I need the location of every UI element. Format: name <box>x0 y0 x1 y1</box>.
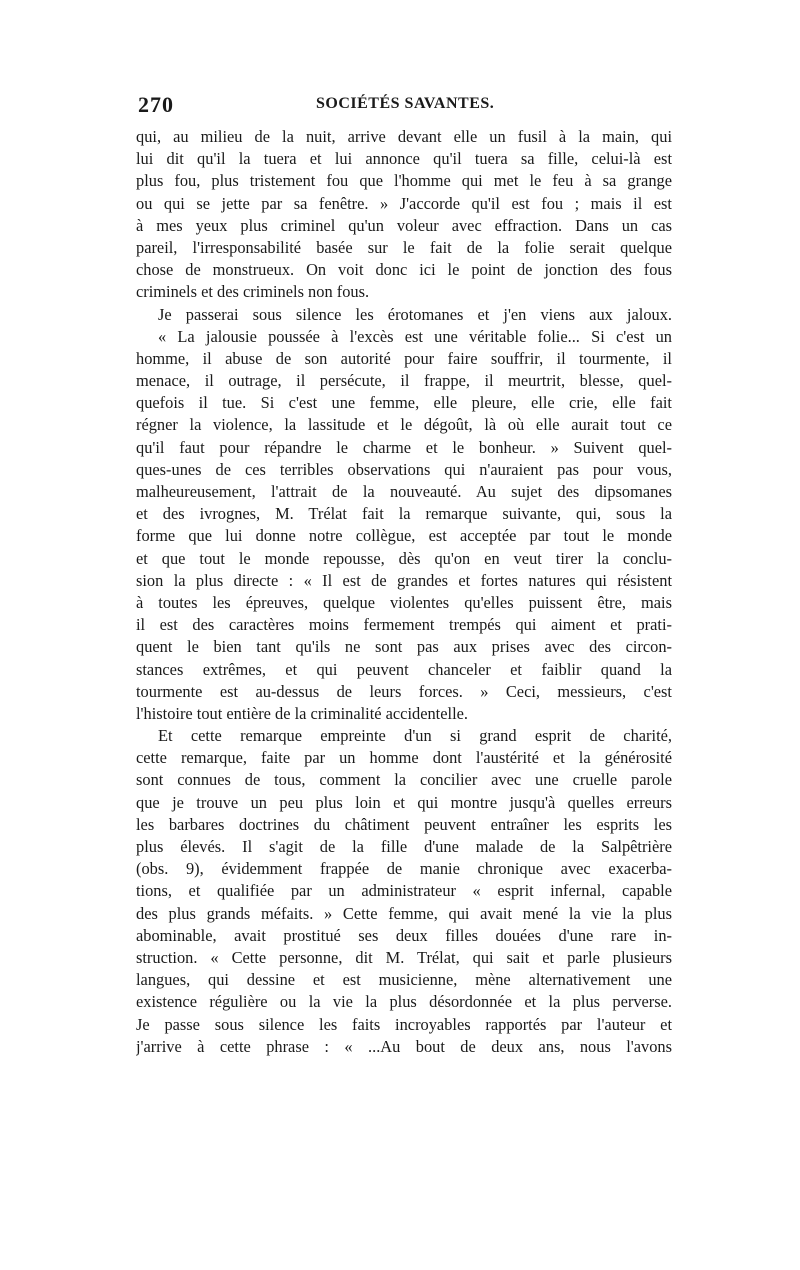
text-line: cette remarque, faite par un homme dont l'austérité et la générosité <box>136 748 672 768</box>
text-line: régner la violence, la lassitude et le dégoût, là où elle aurait tout ce <box>136 415 672 435</box>
text-line: chose de monstrueux. On voit donc ici le point de jonction des fous <box>136 260 672 280</box>
text-line: ques-unes de ces terribles observations qui n'auraient pas pour vous, <box>136 459 672 479</box>
body-text <box>136 126 672 1058</box>
text-line: plus élevés. Il s'agit de la fille d'une malade de la Salpêtrière <box>136 837 672 856</box>
text-line: malheureusement, l'attrait de la nouveauté. Au sujet des dipsomanes <box>136 482 672 501</box>
text-line: existence régulière ou la vie la plus désordonnée et la plus perverse. <box>136 992 672 1012</box>
text-line: que je trouve un peu plus loin et qui montre jusqu'à quelles erreurs <box>136 792 672 812</box>
text-line: langues, qui dessine et est musicienne, mène alternativement une <box>136 970 672 990</box>
text-line: forme que lui donne notre collègue, est acceptée par tout le monde <box>136 526 672 546</box>
text-line: lui dit qu'il la tuera et lui annonce qu'il tuera sa fille, celui-là est <box>136 149 672 169</box>
text-line: il est des caractères moins fermement trempés qui aiment et prati- <box>136 615 672 635</box>
text-line: des plus grands méfaits. » Cette femme, qui avait mené la vie la plus <box>136 903 672 923</box>
text-line: l'histoire tout entière de la criminalité accidentelle. <box>136 703 468 723</box>
text-line: j'arrive à cette phrase : « ...Au bout de deux ans, nous l'avons <box>136 1036 672 1056</box>
running-head: SOCIÉTÉS SAVANTES. <box>316 95 495 112</box>
text-line: plus fou, plus tristement fou que l'homme qui met le feu à sa grange <box>136 171 672 191</box>
text-line: Je passerai sous silence les érotomanes et j'en viens aux jaloux. <box>158 304 672 324</box>
page-number: 270 <box>138 92 174 117</box>
text-line: sont connues de tous, comment la concilier avec une cruelle parole <box>136 770 672 790</box>
text-line: « La jalousie poussée à l'excès est une véritable folie... Si c'est un <box>158 326 672 346</box>
text-line: tourmente est au-dessus de leurs forces. » Ceci, messieurs, c'est <box>136 681 672 701</box>
text-line: les barbares doctrines du châtiment peuvent entraîner les esprits les <box>136 814 672 834</box>
text-line: quent le bien tant qu'ils ne sont pas aux prises avec des circon- <box>136 637 672 657</box>
text-line: sion la plus directe : « Il est de grandes et fortes natures qui résistent <box>136 570 672 590</box>
text-line: tions, et qualifiée par un administrateur « esprit infernal, capable <box>136 881 672 901</box>
text-line: qui, au milieu de la nuit, arrive devant elle un fusil à la main, qui <box>136 127 672 146</box>
text-line: et que tout le monde repousse, dès qu'on en veut tirer la conclu- <box>136 548 672 568</box>
page-header <box>138 92 668 122</box>
text-line: stances extrêmes, et qui peuvent chanceler et faiblir quand la <box>136 659 672 679</box>
text-line: pareil, l'irresponsabilité basée sur le fait de la folie serait quelque <box>136 237 672 257</box>
text-line: struction. « Cette personne, dit M. Trélat, qui sait et parle plusieurs <box>136 947 672 967</box>
text-line: menace, il outrage, il persécute, il frappe, il meurtrit, blesse, quel- <box>136 371 672 391</box>
text-line: quefois il tue. Si c'est une femme, elle pleure, elle crie, elle fait <box>136 393 672 413</box>
text-line: criminels et des criminels non fous. <box>136 282 370 302</box>
text-line: (obs. 9), évidemment frappée de manie chronique avec exacerba- <box>136 859 672 879</box>
text-line: qu'il faut pour répandre le charme et le bonheur. » Suivent quel- <box>136 437 672 457</box>
text-line: à mes yeux plus criminel qu'un voleur avec effraction. Dans un cas <box>136 215 672 235</box>
text-line: à toutes les épreuves, quelque violentes qu'elles puissent être, mais <box>136 592 672 612</box>
text-line: et des ivrognes, M. Trélat fait la remarque suivante, qui, sous la <box>136 504 672 524</box>
text-line: Et cette remarque empreinte d'un si grand esprit de charité, <box>158 726 672 746</box>
text-line: homme, il abuse de son autorité pour faire souffrir, il tourmente, il <box>136 348 672 368</box>
text-line: abominable, avait prostitué ses deux filles douées d'une rare in- <box>136 925 672 945</box>
text-line: ou qui se jette par sa fenêtre. » J'accorde qu'il est fou ; mais il est <box>136 193 672 213</box>
text-line: Je passe sous silence les faits incroyables rapportés par l'auteur et <box>136 1014 672 1034</box>
